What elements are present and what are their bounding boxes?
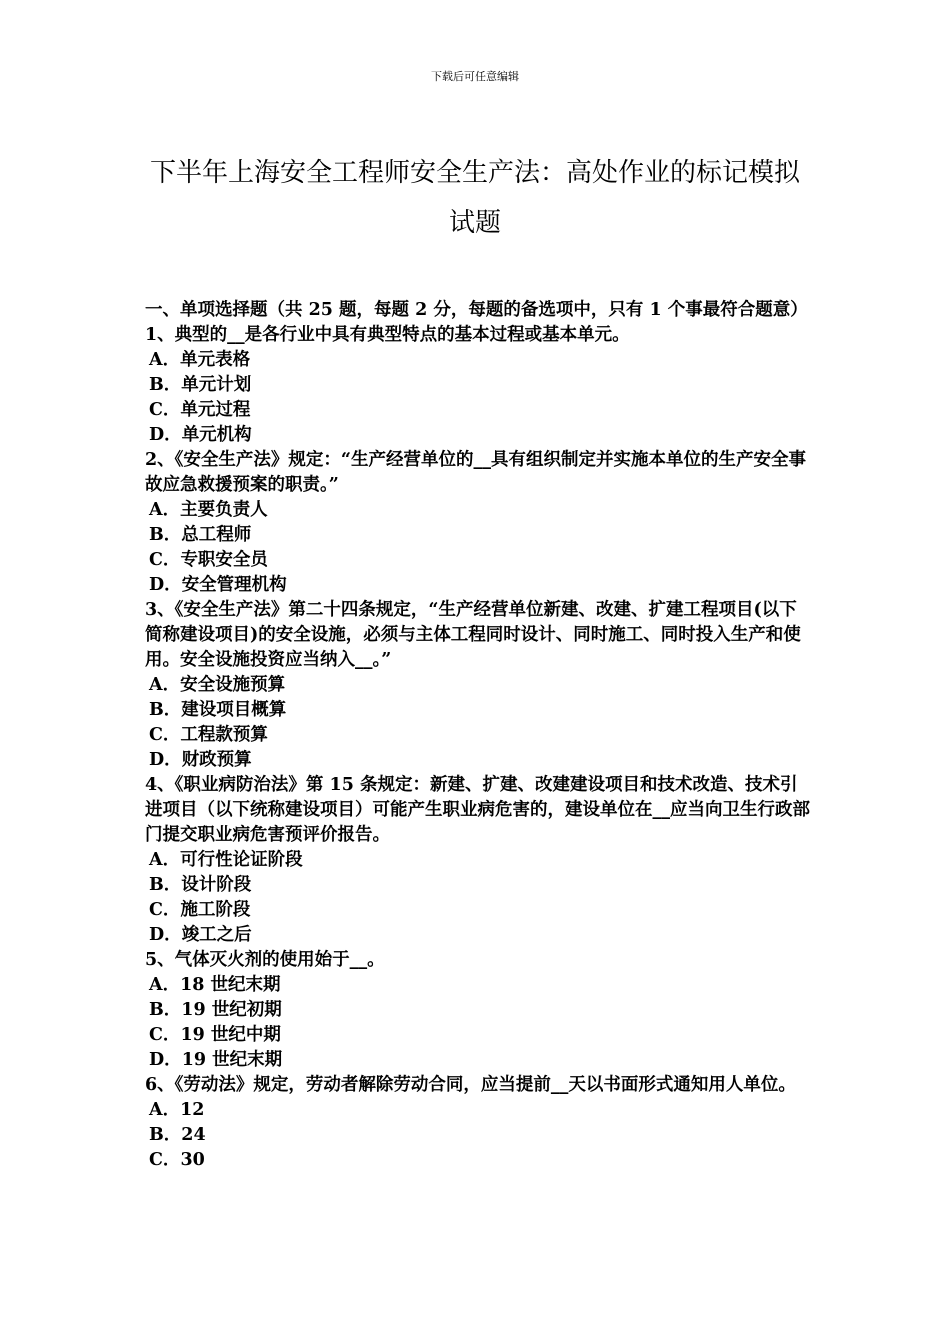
option-item	[145, 898, 810, 923]
option-item	[145, 398, 810, 423]
option-letter: C．	[149, 725, 181, 745]
option-text: 19 世纪初期	[181, 1000, 282, 1020]
option-letter: B．	[149, 700, 182, 720]
option-letter: D．	[149, 575, 182, 595]
option-item	[145, 1123, 810, 1148]
question-text: 3、《安全生产法》第二十四条规定，“生产经营单位新建、改建、扩建工程项目(以下简称建设项目)的安全设施，必须与主体工程同时设计、同时施工、同时投入生产和使用。安全设施投资应当纳入__。”	[145, 600, 801, 670]
option-text: 安全设施预算	[180, 675, 286, 695]
option-item	[145, 1048, 810, 1073]
question-text: 5、气体灭火剂的使用始于__。	[145, 950, 385, 970]
option-text: 总工程师	[181, 525, 252, 545]
option-letter: B．	[149, 875, 182, 895]
option-letter: A．	[149, 350, 181, 370]
header-note: 下载后可任意编辑	[431, 70, 519, 83]
option-letter: C．	[149, 900, 181, 920]
option-item	[145, 348, 810, 373]
option-list	[145, 348, 810, 448]
option-list	[145, 673, 810, 773]
option-letter: D．	[149, 750, 182, 770]
option-text: 单元过程	[180, 400, 251, 420]
option-item	[145, 548, 810, 573]
question-block	[145, 1073, 810, 1173]
option-letter: B．	[149, 375, 182, 395]
question-block	[145, 773, 810, 948]
option-letter: B．	[149, 525, 182, 545]
option-text: 主要负责人	[180, 500, 268, 520]
question-text: 1、典型的__是各行业中具有典型特点的基本过程或基本单元。	[145, 325, 630, 345]
question-text: 2、《安全生产法》规定：“生产经营单位的__具有组织制定并实施本单位的生产安全事故应急救援预案的职责。”	[145, 450, 806, 495]
option-letter: C．	[149, 550, 181, 570]
option-item	[145, 873, 810, 898]
question-text: 6、《劳动法》规定，劳动者解除劳动合同，应当提前__天以书面形式通知用人单位。	[145, 1075, 796, 1095]
option-letter: B．	[149, 1000, 182, 1020]
option-text: 施工阶段	[180, 900, 251, 920]
option-text: 单元计划	[181, 375, 252, 395]
question-block	[145, 323, 810, 448]
option-item	[145, 848, 810, 873]
option-text: 单元机构	[181, 425, 252, 445]
option-item	[145, 923, 810, 948]
option-item	[145, 423, 810, 448]
question-block	[145, 948, 810, 1073]
section-heading: 一、单项选择题（共 25 题，每题 2 分，每题的备选项中，只有 1 个事最符合题意）	[145, 300, 808, 320]
question-text: 4、《职业病防治法》第 15 条规定：新建、扩建、改建建设项目和技术改造、技术引进项目（以下统称建设项目）可能产生职业病危害的，建设单位在__应当向卫生行政部门提交职业病危害预评价报告。	[145, 775, 810, 845]
option-text: 12	[180, 1100, 205, 1120]
option-text: 19 世纪中期	[180, 1025, 281, 1045]
option-item	[145, 1098, 810, 1123]
option-text: 单元表格	[180, 350, 251, 370]
option-item	[145, 1148, 810, 1173]
option-letter: D．	[149, 425, 182, 445]
option-text: 24	[181, 1125, 206, 1145]
option-letter: C．	[149, 1150, 181, 1170]
option-text: 工程款预算	[180, 725, 268, 745]
option-text: 30	[180, 1150, 205, 1170]
option-item	[145, 1023, 810, 1048]
option-letter: A．	[149, 675, 181, 695]
option-item	[145, 723, 810, 748]
option-letter: C．	[149, 1025, 181, 1045]
option-item	[145, 573, 810, 598]
option-list	[145, 498, 810, 598]
page-title: 下半年上海安全工程师安全生产法：高处作业的标记模拟试题	[149, 158, 800, 238]
option-text: 18 世纪末期	[180, 975, 281, 995]
option-text: 安全管理机构	[181, 575, 287, 595]
option-list	[145, 848, 810, 948]
option-letter: B．	[149, 1125, 182, 1145]
option-item	[145, 748, 810, 773]
question-content	[145, 298, 810, 1173]
option-text: 可行性论证阶段	[180, 850, 303, 870]
option-item	[145, 673, 810, 698]
option-item	[145, 698, 810, 723]
question-block	[145, 598, 810, 773]
option-item	[145, 373, 810, 398]
option-letter: A．	[149, 500, 181, 520]
option-text: 竣工之后	[181, 925, 252, 945]
option-list	[145, 973, 810, 1073]
option-text: 财政预算	[181, 750, 252, 770]
option-letter: A．	[149, 975, 181, 995]
question-list	[145, 323, 810, 1173]
option-item	[145, 498, 810, 523]
option-text: 建设项目概算	[181, 700, 287, 720]
option-list	[145, 1098, 810, 1173]
option-item	[145, 998, 810, 1023]
option-letter: A．	[149, 1100, 181, 1120]
option-item	[145, 973, 810, 998]
option-letter: C．	[149, 400, 181, 420]
option-text: 专职安全员	[180, 550, 268, 570]
option-letter: A．	[149, 850, 181, 870]
option-letter: D．	[149, 1050, 182, 1070]
option-item	[145, 523, 810, 548]
option-letter: D．	[149, 925, 182, 945]
question-block	[145, 448, 810, 598]
option-text: 设计阶段	[181, 875, 252, 895]
option-text: 19 世纪末期	[181, 1050, 283, 1070]
